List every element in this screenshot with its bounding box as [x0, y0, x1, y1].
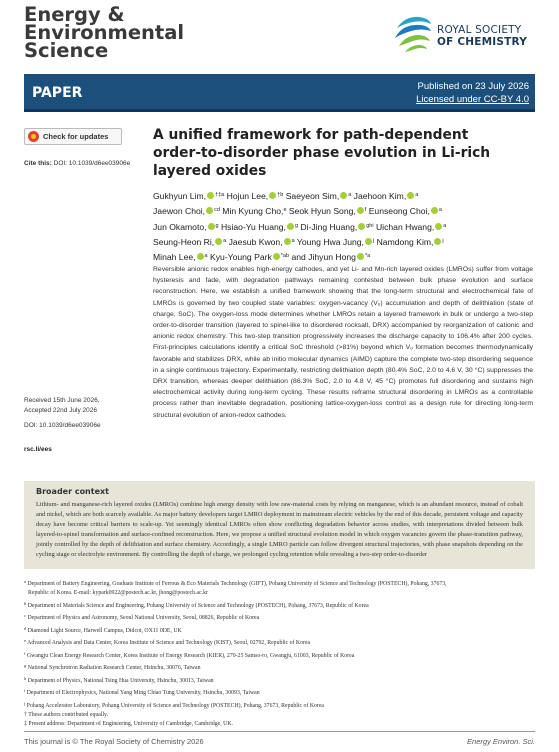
article-title	[153, 126, 523, 180]
affiliation-text: Department of Materials Science and Engineering, Pohang University of Science and Technology (POSTECH), Pohang, 37673, Republic of Korea	[27, 602, 369, 609]
author-name[interactable]: Seok Hyun Song,	[288, 206, 356, 217]
affiliation-marker: b	[24, 600, 27, 606]
article-dates	[24, 396, 150, 454]
affiliation-text: Gwangju Clean Energy Research Center, Korea Institute of Energy Research (KIER), 270-25 Samso-ro, Gwangju, 61003, Republic of Korea	[26, 652, 355, 659]
author-line	[153, 188, 535, 203]
author-affiliation-marker: j	[372, 237, 375, 244]
author-name[interactable]: Eunseong Choi,	[368, 206, 430, 217]
author-name[interactable]: Uichan Hwang,	[375, 221, 435, 232]
rsc-logo-line1: ROYAL SOCIETY	[437, 24, 522, 36]
orcid-icon[interactable]	[287, 223, 294, 230]
affiliation-text: Advanced Analysis and Data Center, Korea Institute of Science and Technology (KIST), Seoul, 02792, Republic of Korea	[27, 640, 311, 647]
affiliation-marker: g	[24, 663, 27, 669]
affiliation	[24, 636, 535, 648]
author-affiliation-marker: f	[364, 207, 367, 214]
affiliation-text: Diamond Light Source, Harwell Campus, Didcot, OX11 0DE, UK	[27, 627, 182, 634]
crossmark-icon	[28, 131, 39, 142]
journal-title	[24, 3, 284, 62]
check-for-updates-label: Check for updates	[43, 132, 109, 141]
affiliation-marker: d	[24, 625, 27, 631]
orcid-icon[interactable]	[206, 207, 213, 214]
affiliation-text: Department of Electrophysics, National Yang Ming Chiao Tung University, Hsinchu, 30093, Taiwan	[26, 690, 260, 697]
affiliation	[24, 577, 535, 589]
cite-label: Cite this:	[24, 160, 52, 167]
author-name[interactable]: Namdong Kim,	[376, 236, 434, 247]
affiliation-marker: h	[24, 675, 27, 681]
affiliation	[24, 599, 535, 611]
affiliation-text: National Synchrotron Radiation Research Center, Hsinchu, 30076, Taiwan	[27, 665, 201, 672]
affiliation-text: Pohang Accelerator Laboratory, Pohang University of Science and Technology (POSTECH), Pohang, 37673, Republic of Korea	[26, 702, 324, 709]
affiliation	[24, 624, 535, 636]
orcid-icon[interactable]	[340, 192, 347, 199]
author-line	[153, 203, 535, 218]
affiliation-text: Department of Physics, National Tsing Hua University, Hsinchu, 30013, Taiwan	[27, 677, 214, 684]
author-name[interactable]: Jaehoon Kim,	[353, 191, 407, 201]
article-title-line: layered oxides	[153, 163, 267, 179]
abstract: Reversible anionic redox enables high-energy cathodes, and yet Li- and Mn-rich layered oxides (LMROs) suffer from voltage hysteresis and fade, with degradation pathways remaining contested between bulk phase evolution and surface reconstruction. Here, we establish a unified framework showing that the long-term structural and electrochemical fate of LMROs is governed by two coupled state variables: oxygen-vacancy (Vₒ) accumulation and depth of delithiation (state of charge, SoC). The oxygen-loss mode determines whether LMROs retain a layered framework in bulk or undergo a two-step order-to-disorder transition (layered to spinel-like to disordered rocksalt, DRX) accompanied by reorganization of cationic and anionic redox chemistry. This two-step transition progressively increases the discharge capacity to 106.4% after 200 cycles. First-principles calculations identify a critical SoC threshold (>81%) beyond which Vₒ formation becomes thermodynamically favorable and stabilizes DRX, while ab initio molecular dynamics (AIMD) capture the complete two-step disordering sequence in a single continuous trajectory. Experimentally, restricting delithiation depth (80.4% SoC, 2.0 to 4.6 V, 30 °C) suppresses the DRX transition, whereas deeper delithiation (86.3% SoC, 2.0 to 4.8 V, 45 °C) promotes full disordering and sustains high electrochemical activity during long-term cycling. These results reframe structural disordering in LMROs as a controllable process rather than inevitable degradation, positioning lattice-oxygen-loss control as a design rule for directing long-term structural evolution of anion-redox cathodes.	[153, 266, 533, 419]
orcid-icon[interactable]	[197, 253, 204, 260]
author-affiliation-marker: cd	[214, 207, 220, 214]
article-doi[interactable]: DOI: 10.1039/d6ee03906e	[24, 422, 101, 429]
orcid-icon[interactable]	[407, 192, 414, 199]
publication-info	[416, 80, 529, 106]
author-affiliation-marker: a	[443, 222, 447, 229]
author-name[interactable]: Hojun Lee,	[226, 191, 269, 201]
author-line	[153, 219, 535, 234]
accepted-date: Accepted 22nd July 2026	[24, 406, 97, 414]
article-title-line: order-to-disorder phase evolution in Li-rich	[153, 145, 491, 161]
author-line	[153, 249, 535, 264]
license-link[interactable]: Licensed under CC-BY 4.0	[416, 94, 529, 105]
orcid-icon[interactable]	[273, 253, 280, 260]
author-name[interactable]: Min Kyung Cho,	[222, 206, 284, 217]
journal-title-line: Environmental	[24, 21, 185, 44]
orcid-icon[interactable]	[357, 253, 364, 260]
orcid-icon[interactable]	[435, 223, 442, 230]
affiliation-text: † These authors contributed equally.	[24, 711, 109, 718]
author-name[interactable]: Gukhyun Lim,	[153, 191, 207, 201]
author-name[interactable]: Saeyeon Sim,	[285, 191, 340, 201]
affiliation	[24, 720, 535, 729]
orcid-icon[interactable]	[215, 238, 222, 245]
orcid-icon[interactable]	[358, 223, 365, 230]
journal-title-line: Science	[24, 39, 109, 62]
journal-title-line: Energy &	[24, 3, 125, 26]
rsc-logo-text	[437, 24, 527, 48]
author-affiliation-marker: a	[348, 192, 352, 198]
orcid-icon[interactable]	[357, 207, 364, 214]
affiliation-marker: f	[24, 650, 26, 656]
author-affiliation-marker: a	[438, 207, 442, 214]
footer-copyright: This journal is © The Royal Society of Chemistry 2026	[24, 737, 204, 746]
cite-this	[24, 160, 150, 167]
article-title-line: A unified framework for path-dependent	[153, 127, 469, 143]
affiliation	[24, 649, 535, 661]
journal-link[interactable]: rsc.li/ees	[24, 445, 52, 453]
affiliation	[24, 589, 535, 598]
orcid-icon[interactable]	[284, 238, 291, 245]
affiliation	[24, 699, 535, 711]
author-affiliation-marker: *a	[364, 253, 371, 260]
author-name[interactable]: Jaewon Choi,	[153, 206, 206, 217]
article-type: PAPER	[32, 85, 83, 101]
author-affiliation-marker: a	[291, 237, 295, 244]
author-line	[153, 234, 535, 249]
author-name[interactable]: Young Hwa Jung,	[296, 236, 364, 247]
orcid-icon[interactable]	[434, 237, 444, 245]
check-for-updates-button[interactable]	[24, 128, 122, 145]
footer-journal: Energy Environ. Sci.	[467, 737, 535, 746]
author-name[interactable]: Jaesub Kwon,	[228, 236, 283, 247]
author-affiliation-marker: *ab	[280, 253, 290, 260]
author-name[interactable]: Di-Jing Huang,	[300, 221, 358, 232]
affiliation	[24, 611, 535, 623]
orcid-icon[interactable]	[431, 207, 438, 214]
author-list	[153, 188, 535, 264]
publisher-logo[interactable]	[393, 14, 543, 58]
author-affiliation-marker: g	[294, 222, 298, 229]
orcid-icon[interactable]	[365, 237, 375, 245]
author-name[interactable]: and Jihyun Hong	[291, 252, 356, 263]
affiliation-marker: a	[24, 579, 26, 584]
affiliation-text: Department of Physics and Astronomy, Seoul National University, Seoul, 08826, Republic of Korea	[27, 615, 260, 622]
rsc-logo-icon	[393, 14, 433, 54]
author-affiliation-marker: a	[204, 253, 208, 260]
author-affiliation-marker: a	[223, 237, 227, 244]
affiliation	[24, 686, 535, 698]
affiliation	[24, 661, 535, 673]
article-type-banner	[24, 74, 535, 112]
author-affiliation-marker: †‡a	[215, 192, 225, 198]
author-name[interactable]: Jun Okamoto,	[153, 221, 207, 232]
broader-context-text: Lithium- and manganese-rich layered oxides (LMROs) combine high energy density with low raw-material costs by relying on manganese, which is an abundant resource, instead of cobalt and nickel, which are both scarcely available. As major battery developers target LMRO deployment in mainstream electric vehicles by the end of this decade, persistent voltage and capacity decay have become critical barriers to scale-up. Yet seemingly identical LMROs often show conflicting degradation behavior across studies, with interpretations divided between bulk layered-to-spinel transformation and surface-confined reconstruction. Here, we propose a unified structural evolution model in which oxygen vacancies govern the phase-transition pathway, jointly controlled by the depth of delithiation and surface chemistry. Accordingly, a single LMRO particle can follow divergent structural trajectories, with phase snapshots depending on the cycling stage or electrolyte environment. By controlling the depth of charge, we prolonged cycling retention while revealing a two-step order-to-disorder	[36, 501, 523, 559]
affiliation-marker: e	[24, 638, 26, 644]
affiliation	[24, 711, 535, 720]
author-name[interactable]: Kyu-Young Park	[209, 252, 272, 263]
received-date: Received 15th June 2026,	[24, 397, 100, 404]
broader-context-heading: Broader context	[36, 487, 109, 496]
orcid-icon[interactable]	[269, 192, 276, 199]
rsc-logo-line2: OF CHEMISTRY	[437, 36, 528, 48]
author-affiliation-marker: a	[415, 192, 419, 198]
affiliation-list	[24, 577, 535, 730]
orcid-icon[interactable]	[207, 192, 214, 199]
author-name[interactable]: Seung-Heon Ri,	[153, 236, 215, 247]
cite-doi[interactable]: DOI: 10.1039/d6ee03906e	[53, 160, 131, 167]
author-affiliation-marker: ghi	[366, 222, 374, 229]
broader-context-box	[24, 481, 535, 569]
affiliation-text: Department of Battery Engineering, Graduate Institute of Ferrous & Eco Materials Technology (GIFT), Pohang University of Science and Technology (POSTECH), Pohang, 37673,	[27, 581, 447, 587]
author-name[interactable]: Minah Lee,	[153, 252, 196, 263]
affiliation-text: ‡ Present address: Department of Engineering, University of Cambridge, Cambridge, UK.	[24, 721, 233, 728]
footer-divider	[24, 731, 535, 732]
affiliation-text: Republic of Korea. E-mail: kypark0922@postech.ac.kr, jhong@postech.ac.kr	[28, 590, 208, 597]
affiliation	[24, 674, 535, 686]
published-date: Published on 23 July 2026	[417, 81, 529, 92]
affiliation-marker: c	[24, 613, 26, 619]
orcid-icon[interactable]	[208, 223, 215, 230]
author-affiliation-marker: g	[215, 222, 219, 229]
author-affiliation-marker: e	[283, 207, 287, 214]
affiliation-marker: j	[24, 700, 26, 706]
author-affiliation-marker: †b	[277, 192, 284, 198]
author-name[interactable]: Hsiao-Yu Huang,	[220, 221, 286, 232]
author-affiliation-marker: j	[442, 237, 444, 244]
affiliation-marker: i	[24, 688, 26, 694]
